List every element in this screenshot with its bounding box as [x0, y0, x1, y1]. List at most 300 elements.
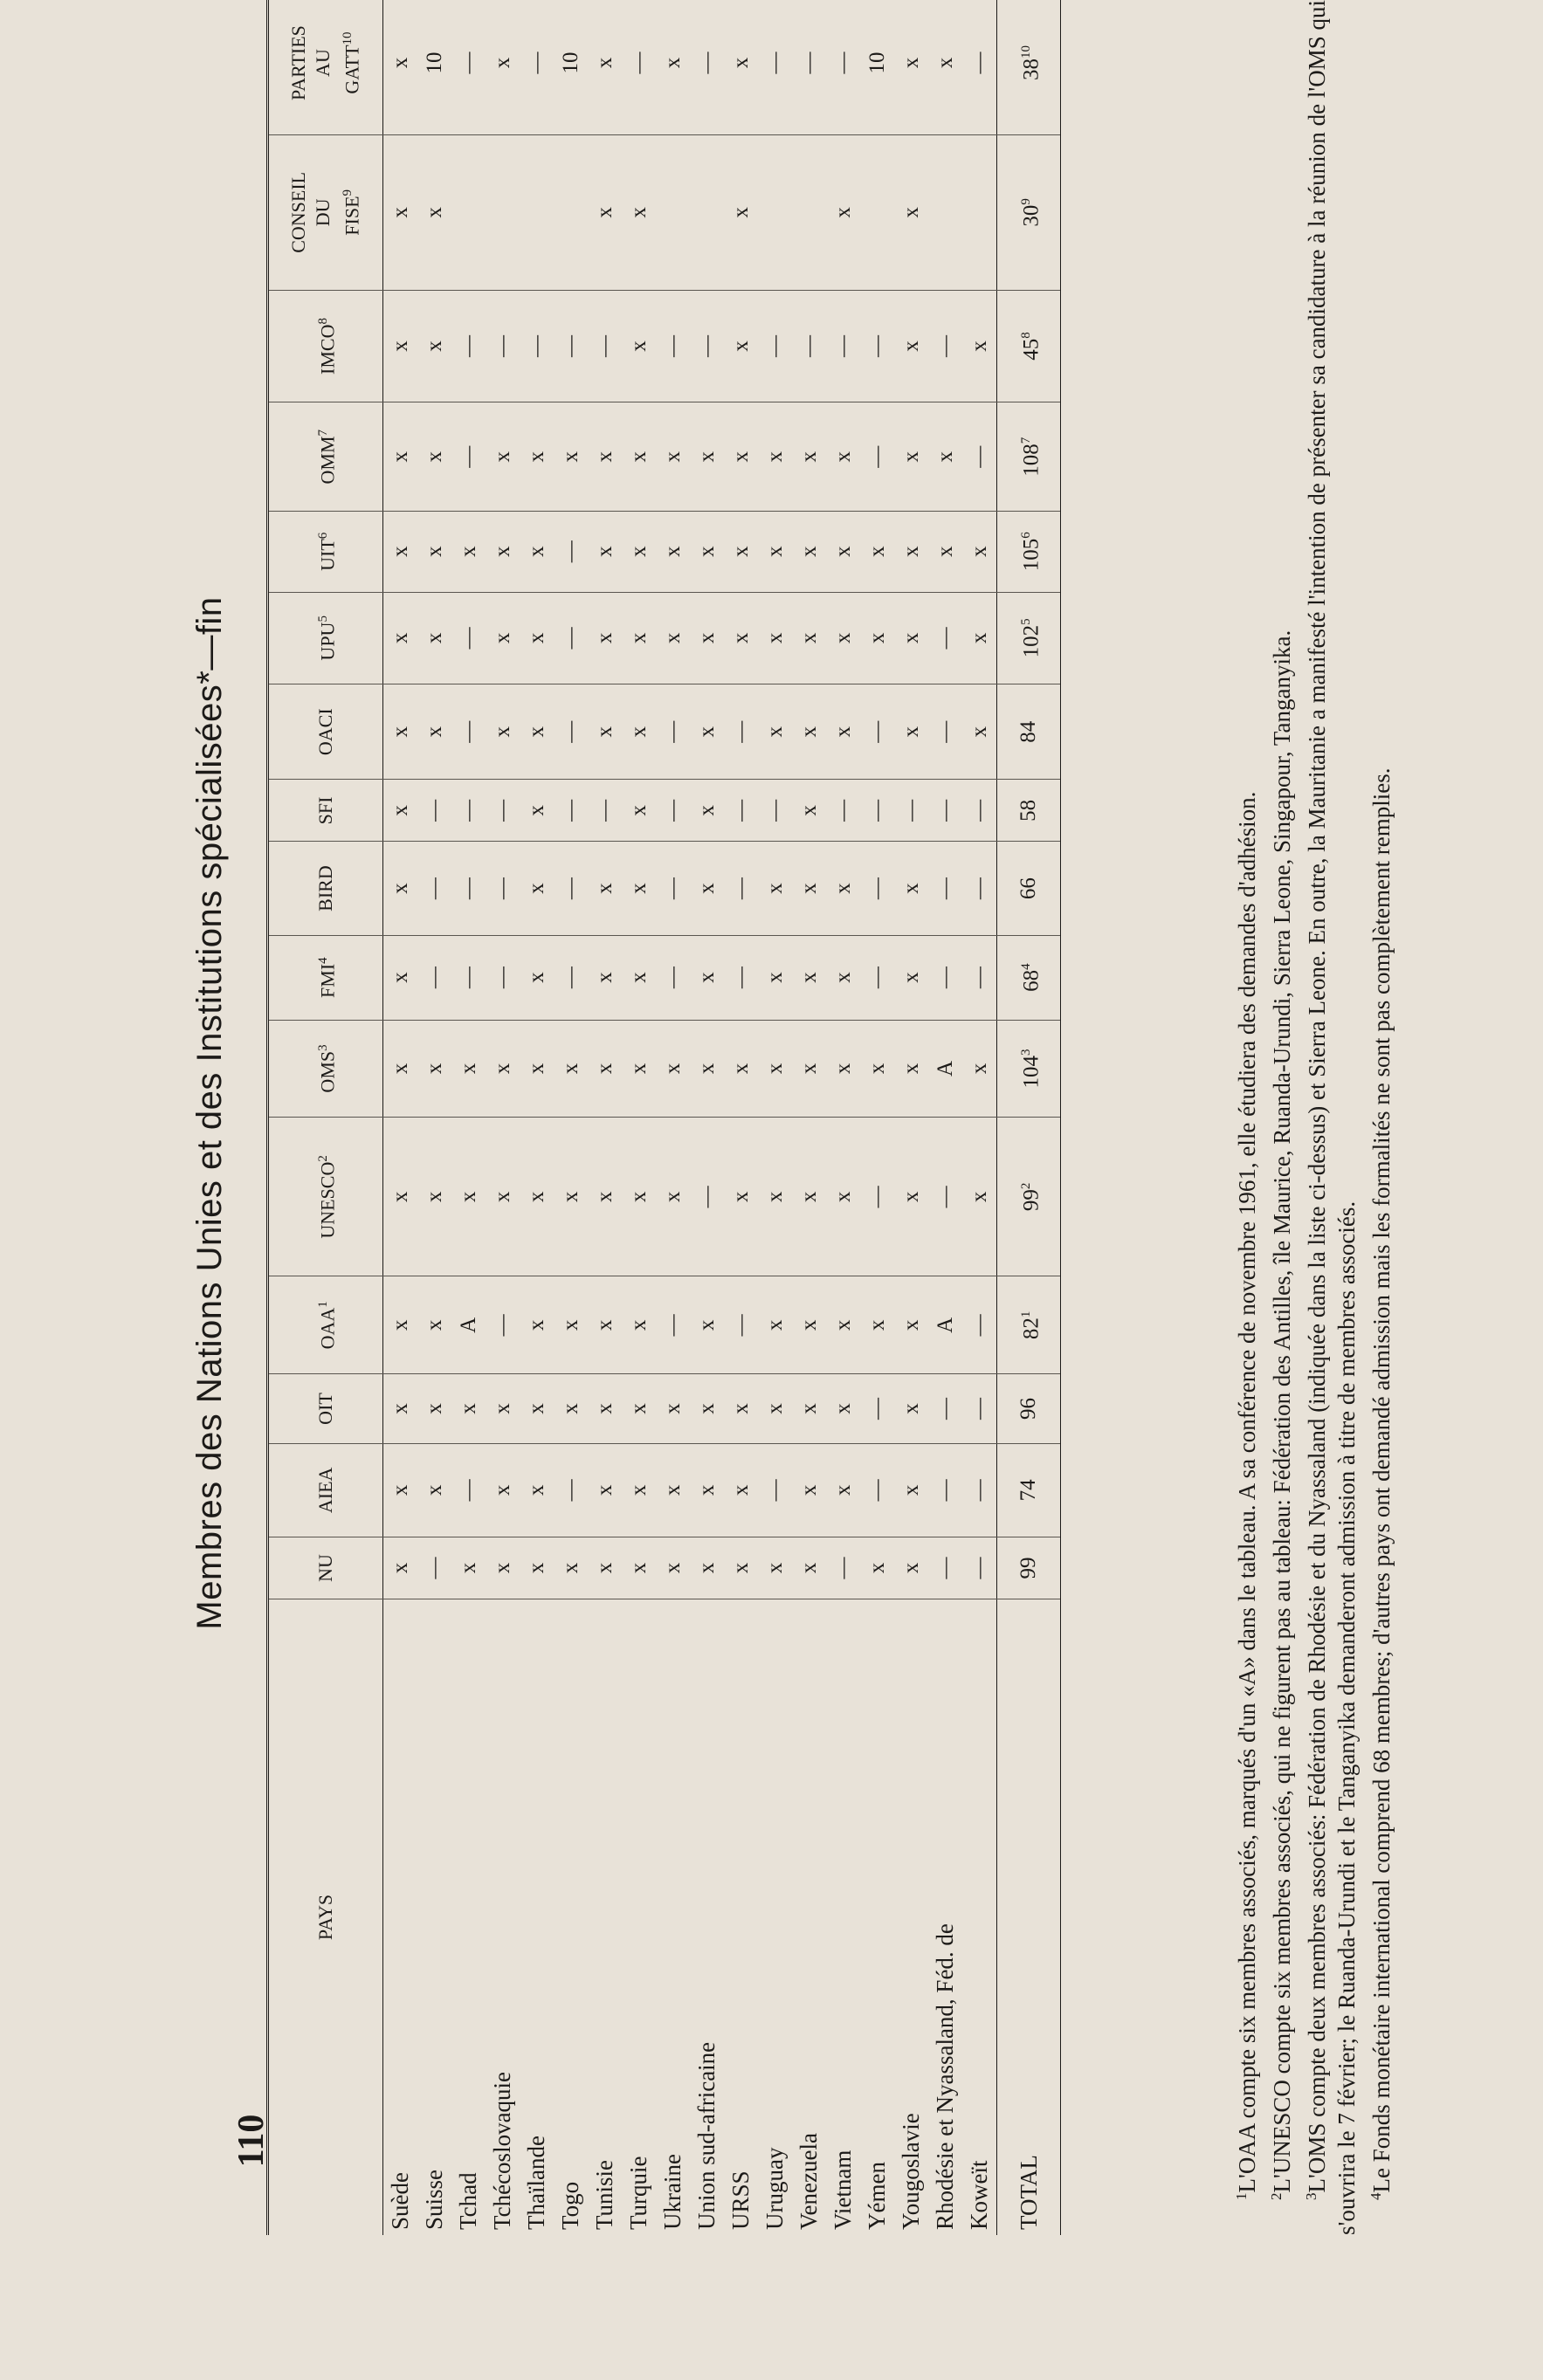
country-cell: Venezuela — [796, 2133, 822, 2230]
membership-cell: — — [451, 780, 486, 842]
country-cell: Uruguay — [761, 2147, 788, 2230]
footnote-number: 4 — [1367, 2192, 1384, 2200]
country-cell: Koweït — [966, 2160, 992, 2230]
footnote-ref: 1 — [1019, 1310, 1033, 1318]
membership-cell: x — [656, 0, 690, 135]
footnote-ref: 8 — [316, 318, 331, 325]
total-value: 30 — [1019, 204, 1044, 227]
country-cell: Yémen — [864, 2162, 890, 2230]
membership-cell: x — [588, 1443, 622, 1537]
membership-cell: x — [588, 1276, 622, 1374]
membership-cell: — — [690, 0, 724, 135]
column-header — [268, 1374, 383, 1444]
membership-cell: — — [486, 1276, 520, 1374]
membership-cell: x — [622, 1276, 656, 1374]
membership-cell: — — [554, 842, 588, 935]
membership-cell: x — [451, 512, 486, 593]
membership-cell: — — [588, 290, 622, 402]
footnote-ref: 2 — [1019, 1182, 1033, 1190]
membership-cell: — — [826, 290, 860, 402]
membership-cell: x — [383, 684, 418, 780]
membership-cell: x — [588, 1118, 622, 1276]
membership-cell: x — [486, 1537, 520, 1599]
membership-cell: x — [417, 1118, 451, 1276]
membership-cell: — — [554, 935, 588, 1020]
membership-cell: 10 — [860, 0, 894, 135]
membership-cell: — — [962, 402, 997, 512]
membership-cell: x — [656, 512, 690, 593]
membership-cell: — — [860, 402, 894, 512]
table-row — [962, 0, 997, 2235]
membership-cell: — — [928, 592, 962, 684]
membership-cell: x — [894, 684, 928, 780]
membership-cell: — — [928, 1374, 962, 1444]
membership-cell: — — [826, 780, 860, 842]
membership-cell: x — [860, 1020, 894, 1118]
table-row — [588, 0, 622, 2235]
column-header — [268, 402, 383, 512]
column-header — [268, 0, 383, 135]
membership-cell: x — [724, 592, 758, 684]
membership-cell: x — [554, 1118, 588, 1276]
membership-cell: x — [792, 1374, 826, 1444]
membership-cell: x — [894, 402, 928, 512]
membership-cell: x — [383, 842, 418, 935]
membership-cell: — — [928, 1537, 962, 1599]
membership-cell: x — [724, 135, 758, 291]
total-value: 74 — [1016, 1479, 1041, 1502]
membership-cell: — — [554, 512, 588, 593]
membership-cell: x — [792, 935, 826, 1020]
membership-cell: x — [622, 135, 656, 291]
country-cell: Yougoslavie — [898, 2113, 924, 2230]
table-header-row — [268, 0, 383, 2235]
membership-cell: x — [758, 512, 792, 593]
membership-cell: x — [894, 935, 928, 1020]
membership-cell: — — [520, 0, 554, 135]
membership-cell: x — [690, 592, 724, 684]
membership-cell: x — [928, 512, 962, 593]
column-header — [268, 1118, 383, 1276]
membership-cell: — — [486, 842, 520, 935]
membership-cell: x — [486, 1020, 520, 1118]
membership-cell: x — [588, 135, 622, 291]
footnote-ref: 4 — [316, 957, 331, 964]
membership-cell: — — [656, 1276, 690, 1374]
footnote-ref: 9 — [341, 189, 355, 196]
membership-cell: — — [962, 935, 997, 1020]
column-header-text: PARTIES — [287, 25, 310, 100]
membership-cell: A — [451, 1276, 486, 1374]
membership-cell: x — [758, 1020, 792, 1118]
footnote — [1297, 0, 1361, 2235]
membership-cell: 10 — [417, 0, 451, 135]
table-row — [451, 0, 486, 2235]
membership-cell: x — [588, 1537, 622, 1599]
total-value: 99 — [1019, 1189, 1044, 1212]
country-cell: Rhodésie et Nyassaland, Féd. de — [932, 1923, 958, 2230]
column-header — [268, 780, 383, 842]
membership-cell: — — [724, 1276, 758, 1374]
membership-cell: — — [417, 935, 451, 1020]
membership-cell: x — [520, 1020, 554, 1118]
footnote-ref: 3 — [1019, 1049, 1033, 1056]
page-number: 110 — [231, 2114, 272, 2168]
membership-cell: A — [928, 1020, 962, 1118]
column-header — [268, 135, 383, 291]
membership-cell: x — [486, 402, 520, 512]
country-cell: Tchécoslovaquie — [489, 2071, 515, 2230]
membership-cell: x — [383, 780, 418, 842]
membership-cell: x — [486, 1374, 520, 1444]
footnote-ref: 7 — [316, 429, 331, 437]
footnote-ref: 10 — [1019, 45, 1033, 59]
membership-cell: — — [860, 842, 894, 935]
membership-cell: x — [860, 1276, 894, 1374]
total-value: 102 — [1019, 624, 1044, 658]
membership-cell: x — [792, 1020, 826, 1118]
membership-cell: x — [724, 1443, 758, 1537]
membership-cell: x — [962, 1020, 997, 1118]
membership-cell: x — [894, 290, 928, 402]
membership-cell: x — [383, 935, 418, 1020]
membership-cell: x — [792, 1443, 826, 1537]
membership-cell: x — [622, 780, 656, 842]
membership-cell — [860, 135, 894, 291]
membership-cell: x — [520, 780, 554, 842]
membership-cell: x — [826, 512, 860, 593]
membership-cell — [690, 135, 724, 291]
membership-cell: x — [656, 402, 690, 512]
membership-cell: — — [451, 684, 486, 780]
membership-cell: x — [826, 1374, 860, 1444]
footnote-ref: 6 — [1019, 532, 1033, 539]
membership-cell: x — [656, 1537, 690, 1599]
column-header-text: OACI — [314, 708, 336, 756]
membership-cell: x — [520, 1118, 554, 1276]
membership-cell — [962, 135, 997, 291]
column-header — [268, 512, 383, 593]
column-header-text: OIT — [314, 1393, 336, 1425]
membership-cell: x — [792, 1276, 826, 1374]
total-value: 108 — [1019, 444, 1044, 477]
footnote-ref: 3 — [316, 1044, 331, 1051]
membership-cell: x — [383, 402, 418, 512]
membership-cell: — — [554, 780, 588, 842]
membership-cell: — — [928, 842, 962, 935]
column-header-text: OMM — [316, 436, 339, 485]
membership-cell: x — [417, 1443, 451, 1537]
membership-cell: x — [826, 1443, 860, 1537]
footnote-number: 2 — [1268, 2192, 1285, 2200]
membership-cell: — — [724, 780, 758, 842]
column-header — [268, 1599, 383, 2236]
membership-cell: — — [962, 0, 997, 135]
membership-cell: x — [962, 592, 997, 684]
total-value: 45 — [1019, 338, 1044, 361]
membership-cell: x — [894, 1020, 928, 1118]
membership-cell: — — [554, 592, 588, 684]
membership-cell: — — [860, 1374, 894, 1444]
table-row — [622, 0, 656, 2235]
membership-cell: x — [826, 592, 860, 684]
membership-cell: x — [792, 1118, 826, 1276]
membership-cell: x — [826, 935, 860, 1020]
table-row — [417, 0, 451, 2235]
footnote-ref: 10 — [341, 31, 355, 45]
membership-cell: x — [451, 1374, 486, 1444]
membership-cell: x — [656, 1020, 690, 1118]
membership-cell: x — [758, 592, 792, 684]
membership-cell: x — [758, 1537, 792, 1599]
table-row — [656, 0, 690, 2235]
membership-cell: — — [962, 780, 997, 842]
membership-table — [266, 0, 1061, 2235]
membership-cell: — — [758, 1443, 792, 1537]
country-cell: Ukraine — [659, 2154, 685, 2230]
membership-cell: x — [451, 1020, 486, 1118]
membership-cell: x — [486, 684, 520, 780]
membership-cell: x — [520, 842, 554, 935]
country-cell: Suède — [387, 2172, 413, 2230]
membership-cell: x — [758, 684, 792, 780]
membership-cell: x — [554, 1276, 588, 1374]
membership-cell: x — [520, 1374, 554, 1444]
membership-cell: — — [826, 1537, 860, 1599]
column-header-text: UIT — [316, 539, 339, 571]
membership-cell — [451, 135, 486, 291]
membership-cell: x — [588, 842, 622, 935]
membership-cell: x — [724, 1374, 758, 1444]
membership-cell: x — [451, 1118, 486, 1276]
membership-cell: x — [826, 1118, 860, 1276]
total-cell — [997, 1118, 1061, 1276]
membership-cell: — — [656, 935, 690, 1020]
table-row — [894, 0, 928, 2235]
table-body — [383, 0, 1061, 2235]
footnote-text: L'UNESCO compte six membres associés, qui ne figurent pas au tableau: Fédération des Antilles, île Maurice, Ruanda-Urundi, Sierra Leone, Singapour, Tanganyika. — [1269, 629, 1295, 2193]
membership-cell: x — [588, 1374, 622, 1444]
membership-cell: — — [758, 780, 792, 842]
column-header — [268, 1443, 383, 1537]
membership-cell: — — [451, 842, 486, 935]
membership-cell: — — [486, 935, 520, 1020]
membership-cell — [520, 135, 554, 291]
membership-cell: x — [622, 512, 656, 593]
membership-cell: x — [690, 842, 724, 935]
membership-cell: x — [622, 290, 656, 402]
membership-cell: x — [588, 684, 622, 780]
membership-cell: x — [417, 684, 451, 780]
membership-cell: x — [486, 1443, 520, 1537]
membership-cell — [758, 135, 792, 291]
membership-cell: — — [860, 290, 894, 402]
column-header — [268, 684, 383, 780]
table-row — [486, 0, 520, 2235]
column-header — [268, 842, 383, 935]
membership-cell: x — [588, 0, 622, 135]
membership-cell: — — [894, 780, 928, 842]
membership-cell: — — [792, 290, 826, 402]
table-row — [724, 0, 758, 2235]
membership-cell: — — [724, 842, 758, 935]
membership-cell: — — [860, 1118, 894, 1276]
membership-cell: — — [451, 402, 486, 512]
membership-cell: — — [690, 1118, 724, 1276]
membership-cell: x — [724, 1537, 758, 1599]
table-row — [860, 0, 894, 2235]
membership-cell: x — [520, 1443, 554, 1537]
column-header-text: NU — [314, 1554, 336, 1582]
membership-cell: x — [792, 684, 826, 780]
membership-cell: x — [383, 1374, 418, 1444]
membership-cell: — — [962, 1537, 997, 1599]
membership-cell: — — [554, 290, 588, 402]
membership-cell: x — [962, 512, 997, 593]
membership-cell: x — [690, 1537, 724, 1599]
total-value: 68 — [1019, 969, 1044, 992]
membership-cell: — — [417, 780, 451, 842]
total-cell — [997, 512, 1061, 593]
table-row — [826, 0, 860, 2235]
membership-cell: x — [724, 402, 758, 512]
country-cell: Togo — [557, 2181, 583, 2230]
membership-cell: x — [554, 1374, 588, 1444]
membership-cell: x — [894, 592, 928, 684]
membership-cell: — — [656, 780, 690, 842]
membership-cell: — — [656, 842, 690, 935]
footnote-text: L'OAA compte six membres associés, marqués d'un «A» dans le tableau. A sa conférence de novembre 1961, elle étudiera des demandes d'adhésion. — [1234, 791, 1260, 2193]
membership-cell: x — [622, 1374, 656, 1444]
footnote-number: 3 — [1303, 2192, 1319, 2200]
membership-cell: x — [962, 684, 997, 780]
membership-cell: x — [588, 512, 622, 593]
membership-cell: — — [758, 0, 792, 135]
footnote-ref: 5 — [316, 616, 331, 623]
membership-cell: — — [928, 935, 962, 1020]
country-cell: Tchad — [455, 2172, 481, 2230]
membership-cell: x — [486, 592, 520, 684]
total-value: 58 — [1016, 799, 1041, 822]
membership-cell: x — [383, 1443, 418, 1537]
membership-cell: — — [451, 290, 486, 402]
column-header-text: FISE — [341, 196, 363, 236]
membership-cell: — — [520, 290, 554, 402]
column-header-text: SFI — [314, 796, 336, 825]
membership-cell: x — [690, 402, 724, 512]
membership-cell: — — [486, 780, 520, 842]
membership-cell: — — [928, 290, 962, 402]
total-cell — [997, 290, 1061, 402]
footnote-text: L'OMS compte deux membres associés: Fédération de Rhodésie et du Nyassaland (indiquée dans la liste ci-dessus) et Sierra Leone. En outre, la Mauritanie a manifesté l'intention de présenter sa candidature à la réunion de l'OMS qui s'ouvrira le 7 février; le Ruanda-Urundi et le Tanganyika demanderont admission à titre de membres associés. — [1304, 0, 1360, 2235]
total-cell — [997, 1443, 1061, 1537]
membership-cell: x — [826, 402, 860, 512]
membership-cell: — — [860, 1443, 894, 1537]
country-cell: Turquie — [625, 2156, 651, 2230]
table-row — [520, 0, 554, 2235]
membership-cell: x — [520, 512, 554, 593]
column-header-text: PAYS — [314, 1894, 336, 1941]
table-row — [554, 0, 588, 2235]
total-value: 66 — [1016, 877, 1041, 900]
column-header — [268, 935, 383, 1020]
membership-cell: — — [588, 780, 622, 842]
membership-cell: x — [792, 512, 826, 593]
membership-cell: — — [656, 290, 690, 402]
total-cell — [997, 1374, 1061, 1444]
membership-cell: x — [417, 1276, 451, 1374]
membership-cell: — — [758, 290, 792, 402]
membership-cell: x — [622, 842, 656, 935]
membership-cell: x — [383, 1537, 418, 1599]
table-row — [758, 0, 792, 2235]
membership-cell: x — [383, 0, 418, 135]
membership-cell: x — [383, 512, 418, 593]
membership-cell: x — [588, 402, 622, 512]
membership-cell: x — [622, 402, 656, 512]
total-cell — [997, 1020, 1061, 1118]
membership-cell: x — [656, 1443, 690, 1537]
membership-cell: A — [928, 1276, 962, 1374]
column-header — [268, 1537, 383, 1599]
total-cell — [997, 592, 1061, 684]
membership-cell: x — [758, 935, 792, 1020]
membership-cell: x — [656, 1374, 690, 1444]
membership-cell: x — [894, 0, 928, 135]
membership-cell: x — [962, 1118, 997, 1276]
membership-cell: x — [417, 512, 451, 593]
total-value: 82 — [1019, 1317, 1044, 1340]
membership-cell: x — [690, 780, 724, 842]
membership-cell: x — [792, 592, 826, 684]
membership-cell: — — [451, 935, 486, 1020]
membership-cell: x — [724, 290, 758, 402]
membership-cell: x — [758, 1118, 792, 1276]
membership-cell: x — [622, 1443, 656, 1537]
column-header — [268, 1020, 383, 1118]
total-value: 84 — [1016, 720, 1041, 743]
country-cell: Tunisie — [591, 2159, 617, 2230]
column-header-text: GATT — [341, 45, 363, 94]
total-value: 104 — [1019, 1055, 1044, 1089]
membership-cell: x — [826, 135, 860, 291]
membership-cell: x — [894, 1374, 928, 1444]
membership-cell: x — [554, 1537, 588, 1599]
membership-cell: x — [690, 1276, 724, 1374]
footnote-ref: 1 — [316, 1301, 331, 1308]
footnote — [1262, 0, 1297, 2235]
membership-cell: x — [656, 1118, 690, 1276]
membership-cell: x — [520, 684, 554, 780]
table-row — [792, 0, 826, 2235]
membership-cell: x — [622, 592, 656, 684]
membership-cell — [554, 135, 588, 291]
membership-cell: x — [486, 1118, 520, 1276]
membership-cell: x — [622, 684, 656, 780]
membership-cell: x — [383, 592, 418, 684]
footnote — [1361, 0, 1396, 2235]
total-cell — [997, 935, 1061, 1020]
membership-cell: x — [690, 1374, 724, 1444]
membership-cell: x — [792, 780, 826, 842]
total-value: 105 — [1019, 538, 1044, 572]
membership-cell: x — [928, 402, 962, 512]
membership-cell: x — [520, 592, 554, 684]
membership-cell: x — [724, 1118, 758, 1276]
total-cell — [997, 402, 1061, 512]
membership-cell: 10 — [554, 0, 588, 135]
membership-cell — [486, 135, 520, 291]
